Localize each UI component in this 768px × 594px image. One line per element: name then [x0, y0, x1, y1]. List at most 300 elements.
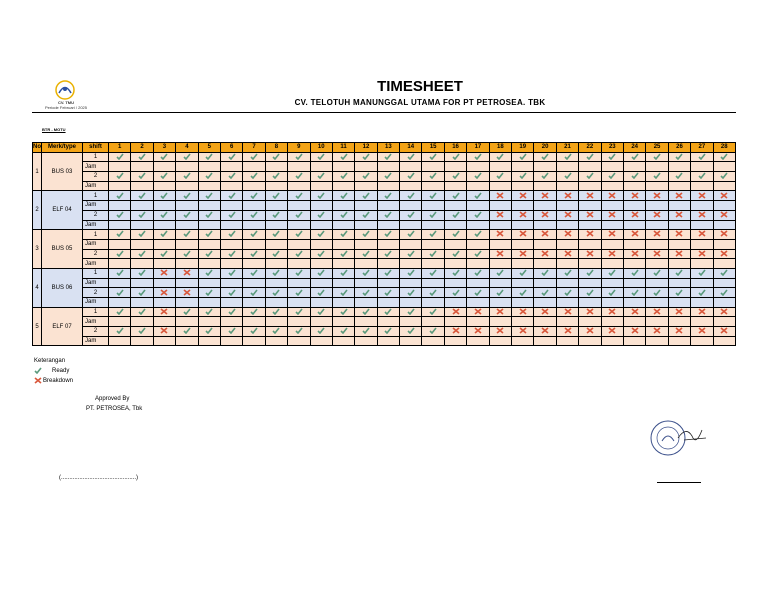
check-icon	[698, 269, 706, 276]
check-icon	[205, 230, 213, 237]
check-icon	[429, 250, 437, 257]
hours-cell	[332, 220, 354, 230]
status-ready-cell	[220, 172, 242, 182]
hours-cell	[467, 201, 489, 211]
status-ready-cell	[198, 230, 220, 240]
status-ready-cell	[176, 152, 198, 162]
status-ready-cell	[713, 288, 735, 298]
status-ready-cell	[444, 152, 466, 162]
hours-cell	[288, 162, 310, 172]
status-breakdown-cell	[691, 307, 713, 317]
status-breakdown-cell	[646, 327, 668, 337]
status-ready-cell	[243, 268, 265, 278]
hours-cell	[176, 220, 198, 230]
status-ready-cell	[176, 210, 198, 220]
check-icon	[519, 153, 527, 160]
hours-cell	[556, 259, 578, 269]
table-row	[33, 307, 736, 317]
table-row	[33, 210, 736, 220]
hours-cell	[467, 298, 489, 308]
cross-icon	[653, 211, 661, 218]
hours-cell	[422, 239, 444, 249]
hours-cell	[176, 298, 198, 308]
check-icon	[116, 327, 124, 334]
status-ready-cell	[109, 152, 131, 162]
hours-cell	[131, 201, 153, 211]
header-day-3: 3	[153, 143, 175, 153]
check-icon	[205, 211, 213, 218]
timesheet-table	[32, 142, 736, 346]
status-ready-cell	[646, 172, 668, 182]
status-ready-cell	[109, 307, 131, 317]
table-row	[33, 249, 736, 259]
hours-cell	[512, 220, 534, 230]
hours-cell	[355, 220, 377, 230]
cross-icon	[631, 327, 639, 334]
hours-cell	[646, 298, 668, 308]
status-breakdown-cell	[512, 230, 534, 240]
hours-cell	[355, 317, 377, 327]
status-ready-cell	[422, 288, 444, 298]
hours-cell	[355, 181, 377, 191]
check-icon	[295, 192, 303, 199]
header-day-10: 10	[310, 143, 332, 153]
hours-cell	[556, 181, 578, 191]
status-ready-cell	[422, 230, 444, 240]
status-ready-cell	[176, 327, 198, 337]
status-ready-cell	[265, 249, 287, 259]
hours-cell	[579, 181, 601, 191]
status-breakdown-cell	[556, 191, 578, 201]
status-ready-cell	[243, 307, 265, 317]
hours-cell	[355, 298, 377, 308]
status-ready-cell	[691, 268, 713, 278]
hours-cell	[310, 298, 332, 308]
cross-icon	[519, 211, 527, 218]
check-icon	[295, 289, 303, 296]
check-icon	[429, 289, 437, 296]
check-icon	[160, 153, 168, 160]
status-ready-cell	[198, 172, 220, 182]
check-icon	[228, 192, 236, 199]
check-icon	[384, 230, 392, 237]
check-icon	[384, 172, 392, 179]
check-icon	[250, 192, 258, 199]
check-icon	[138, 211, 146, 218]
status-ready-cell	[579, 152, 601, 162]
hours-cell	[534, 278, 556, 288]
status-ready-cell	[176, 230, 198, 240]
hours-cell	[579, 162, 601, 172]
status-breakdown-cell	[512, 191, 534, 201]
hours-cell	[534, 162, 556, 172]
status-ready-cell	[198, 288, 220, 298]
check-icon	[608, 172, 616, 179]
hours-cell	[400, 201, 422, 211]
check-icon	[205, 153, 213, 160]
status-ready-cell	[377, 288, 399, 298]
shift-label: 1	[83, 307, 109, 317]
status-breakdown-cell	[556, 307, 578, 317]
hours-cell	[422, 298, 444, 308]
check-icon	[675, 289, 683, 296]
cross-icon	[608, 250, 616, 257]
status-breakdown-cell	[579, 307, 601, 317]
check-icon	[586, 269, 594, 276]
header-day-15: 15	[422, 143, 444, 153]
check-icon	[228, 327, 236, 334]
table-row	[33, 230, 736, 240]
status-breakdown-cell	[623, 230, 645, 240]
unit-name: BUS 06	[42, 268, 83, 307]
hours-cell	[668, 317, 690, 327]
status-ready-cell	[220, 288, 242, 298]
hours-cell	[668, 181, 690, 191]
status-ready-cell	[109, 327, 131, 337]
hours-cell	[198, 181, 220, 191]
check-icon	[675, 269, 683, 276]
hours-cell	[400, 259, 422, 269]
header-day-23: 23	[601, 143, 623, 153]
hours-cell	[668, 162, 690, 172]
check-icon	[205, 250, 213, 257]
status-ready-cell	[243, 191, 265, 201]
status-breakdown-cell	[646, 230, 668, 240]
status-ready-cell	[265, 152, 287, 162]
check-icon	[384, 153, 392, 160]
table-row	[33, 317, 736, 327]
hours-cell	[109, 317, 131, 327]
check-icon	[183, 153, 191, 160]
shift-label: Jam	[83, 201, 109, 211]
status-ready-cell	[467, 210, 489, 220]
hours-cell	[534, 336, 556, 346]
cross-icon	[675, 250, 683, 257]
status-breakdown-cell	[556, 230, 578, 240]
status-ready-cell	[153, 230, 175, 240]
status-breakdown-cell	[668, 230, 690, 240]
cross-icon	[675, 327, 683, 334]
hours-cell	[243, 162, 265, 172]
hours-cell	[400, 298, 422, 308]
check-icon	[317, 308, 325, 315]
status-ready-cell	[310, 191, 332, 201]
hours-cell	[153, 201, 175, 211]
status-ready-cell	[220, 191, 242, 201]
hours-cell	[131, 162, 153, 172]
hours-cell	[556, 336, 578, 346]
status-ready-cell	[176, 307, 198, 317]
check-icon	[116, 172, 124, 179]
hours-cell	[422, 181, 444, 191]
hours-cell	[489, 162, 511, 172]
status-ready-cell	[131, 191, 153, 201]
status-ready-cell	[198, 249, 220, 259]
check-icon	[429, 327, 437, 334]
status-ready-cell	[332, 230, 354, 240]
hours-cell	[691, 278, 713, 288]
hours-cell	[153, 181, 175, 191]
check-icon	[205, 327, 213, 334]
status-ready-cell	[265, 327, 287, 337]
header-day-28: 28	[713, 143, 735, 153]
status-ready-cell	[467, 268, 489, 278]
status-ready-cell	[400, 327, 422, 337]
check-icon	[295, 327, 303, 334]
hours-cell	[310, 181, 332, 191]
status-ready-cell	[623, 268, 645, 278]
status-ready-cell	[220, 230, 242, 240]
check-icon	[720, 172, 728, 179]
hours-cell	[534, 298, 556, 308]
hours-cell	[601, 220, 623, 230]
hours-cell	[355, 201, 377, 211]
hours-cell	[579, 220, 601, 230]
hours-cell	[355, 259, 377, 269]
check-icon	[362, 308, 370, 315]
check-icon	[698, 289, 706, 296]
cross-icon	[698, 308, 706, 315]
status-breakdown-cell	[176, 268, 198, 278]
hours-cell	[288, 278, 310, 288]
check-icon	[160, 250, 168, 257]
status-ready-cell	[131, 249, 153, 259]
status-ready-cell	[220, 210, 242, 220]
cross-icon	[720, 250, 728, 257]
status-ready-cell	[332, 210, 354, 220]
status-ready-cell	[556, 268, 578, 278]
hours-cell	[623, 201, 645, 211]
check-icon	[205, 308, 213, 315]
status-ready-cell	[288, 172, 310, 182]
hours-cell	[243, 336, 265, 346]
hours-cell	[623, 317, 645, 327]
unit-number: 5	[33, 307, 42, 346]
hours-cell	[332, 298, 354, 308]
hours-cell	[355, 239, 377, 249]
hours-cell	[198, 162, 220, 172]
hours-cell	[713, 317, 735, 327]
hours-cell	[646, 278, 668, 288]
shift-label: Jam	[83, 162, 109, 172]
check-icon	[653, 153, 661, 160]
check-icon	[586, 172, 594, 179]
cross-icon	[653, 308, 661, 315]
hours-cell	[646, 162, 668, 172]
header-day-17: 17	[467, 143, 489, 153]
check-icon	[160, 230, 168, 237]
hours-cell	[288, 317, 310, 327]
status-ready-cell	[422, 327, 444, 337]
hours-cell	[153, 298, 175, 308]
legend-breakdown	[34, 376, 73, 386]
status-breakdown-cell	[512, 327, 534, 337]
status-ready-cell	[691, 288, 713, 298]
check-icon	[138, 289, 146, 296]
status-ready-cell	[444, 172, 466, 182]
hours-cell	[623, 278, 645, 288]
status-ready-cell	[243, 327, 265, 337]
legend-ready-label: Ready	[52, 368, 70, 374]
hours-cell	[288, 239, 310, 249]
status-ready-cell	[489, 152, 511, 162]
cross-icon	[541, 230, 549, 237]
header-day-9: 9	[288, 143, 310, 153]
status-breakdown-cell	[646, 307, 668, 317]
hours-cell	[623, 298, 645, 308]
status-ready-cell	[265, 230, 287, 240]
hours-cell	[489, 181, 511, 191]
hours-cell	[310, 278, 332, 288]
status-ready-cell	[288, 152, 310, 162]
check-icon	[340, 308, 348, 315]
hours-cell	[310, 201, 332, 211]
status-ready-cell	[243, 152, 265, 162]
status-ready-cell	[422, 191, 444, 201]
hours-cell	[601, 317, 623, 327]
hours-cell	[265, 317, 287, 327]
check-icon	[541, 269, 549, 276]
status-ready-cell	[198, 152, 220, 162]
check-icon	[452, 289, 460, 296]
hours-cell	[646, 181, 668, 191]
approver-company: PT. PETROSEA, Tbk	[86, 406, 143, 412]
status-breakdown-cell	[668, 210, 690, 220]
hours-cell	[131, 278, 153, 288]
hours-cell	[713, 220, 735, 230]
check-icon	[250, 153, 258, 160]
header-day-13: 13	[377, 143, 399, 153]
status-breakdown-cell	[601, 249, 623, 259]
table-row	[33, 336, 736, 346]
status-breakdown-cell	[467, 307, 489, 317]
hours-cell	[691, 259, 713, 269]
hours-cell	[220, 336, 242, 346]
status-ready-cell	[534, 152, 556, 162]
status-ready-cell	[400, 210, 422, 220]
hours-cell	[265, 201, 287, 211]
status-ready-cell	[332, 268, 354, 278]
table-row	[33, 327, 736, 337]
status-breakdown-cell	[534, 191, 556, 201]
status-breakdown-cell	[534, 327, 556, 337]
check-icon	[541, 153, 549, 160]
status-ready-cell	[579, 288, 601, 298]
status-ready-cell	[310, 307, 332, 317]
status-ready-cell	[601, 268, 623, 278]
check-icon	[340, 153, 348, 160]
check-icon	[564, 269, 572, 276]
hours-cell	[713, 162, 735, 172]
hours-cell	[444, 278, 466, 288]
cross-icon	[586, 192, 594, 199]
check-icon	[138, 192, 146, 199]
hours-cell	[512, 181, 534, 191]
hours-cell	[601, 162, 623, 172]
hours-cell	[623, 162, 645, 172]
hours-cell	[220, 220, 242, 230]
status-ready-cell	[512, 172, 534, 182]
check-icon	[407, 230, 415, 237]
check-icon	[653, 172, 661, 179]
check-icon	[474, 153, 482, 160]
cross-icon	[160, 289, 168, 296]
status-ready-cell	[153, 249, 175, 259]
hours-cell	[332, 259, 354, 269]
shift-label: Jam	[83, 317, 109, 327]
hours-cell	[489, 259, 511, 269]
cross-icon	[675, 308, 683, 315]
hours-cell	[601, 336, 623, 346]
hours-cell	[489, 278, 511, 288]
status-ready-cell	[220, 249, 242, 259]
cross-icon	[564, 211, 572, 218]
check-icon	[429, 211, 437, 218]
cross-icon	[720, 192, 728, 199]
check-icon	[183, 211, 191, 218]
status-ready-cell	[400, 307, 422, 317]
check-icon	[675, 172, 683, 179]
status-ready-cell	[713, 152, 735, 162]
cross-icon	[564, 230, 572, 237]
status-ready-cell	[355, 327, 377, 337]
check-icon	[474, 172, 482, 179]
check-icon	[116, 153, 124, 160]
status-breakdown-cell	[579, 327, 601, 337]
hours-cell	[288, 220, 310, 230]
status-breakdown-cell	[489, 249, 511, 259]
check-icon	[631, 289, 639, 296]
status-ready-cell	[377, 249, 399, 259]
legend-ready	[34, 366, 73, 376]
hours-cell	[691, 317, 713, 327]
hours-cell	[153, 336, 175, 346]
status-ready-cell	[310, 249, 332, 259]
table-row	[33, 201, 736, 211]
status-ready-cell	[109, 172, 131, 182]
hours-cell	[579, 278, 601, 288]
status-breakdown-cell	[153, 268, 175, 278]
hours-cell	[400, 336, 422, 346]
status-breakdown-cell	[601, 327, 623, 337]
hours-cell	[444, 181, 466, 191]
hours-cell	[422, 201, 444, 211]
cross-icon	[698, 230, 706, 237]
status-ready-cell	[332, 172, 354, 182]
hours-cell	[556, 317, 578, 327]
cross-icon	[720, 327, 728, 334]
status-ready-cell	[153, 152, 175, 162]
hours-cell	[713, 181, 735, 191]
hours-cell	[220, 278, 242, 288]
status-breakdown-cell	[489, 191, 511, 201]
hours-cell	[109, 201, 131, 211]
hours-cell	[467, 278, 489, 288]
status-ready-cell	[176, 191, 198, 201]
status-ready-cell	[288, 230, 310, 240]
status-ready-cell	[153, 172, 175, 182]
cross-icon	[496, 211, 504, 218]
hours-cell	[534, 239, 556, 249]
status-ready-cell	[198, 307, 220, 317]
check-icon	[272, 250, 280, 257]
shift-label: Jam	[83, 278, 109, 288]
legend-breakdown-label: Breakdown	[43, 378, 74, 384]
cross-icon	[653, 230, 661, 237]
cross-icon	[586, 230, 594, 237]
hours-cell	[467, 259, 489, 269]
hours-cell	[355, 278, 377, 288]
